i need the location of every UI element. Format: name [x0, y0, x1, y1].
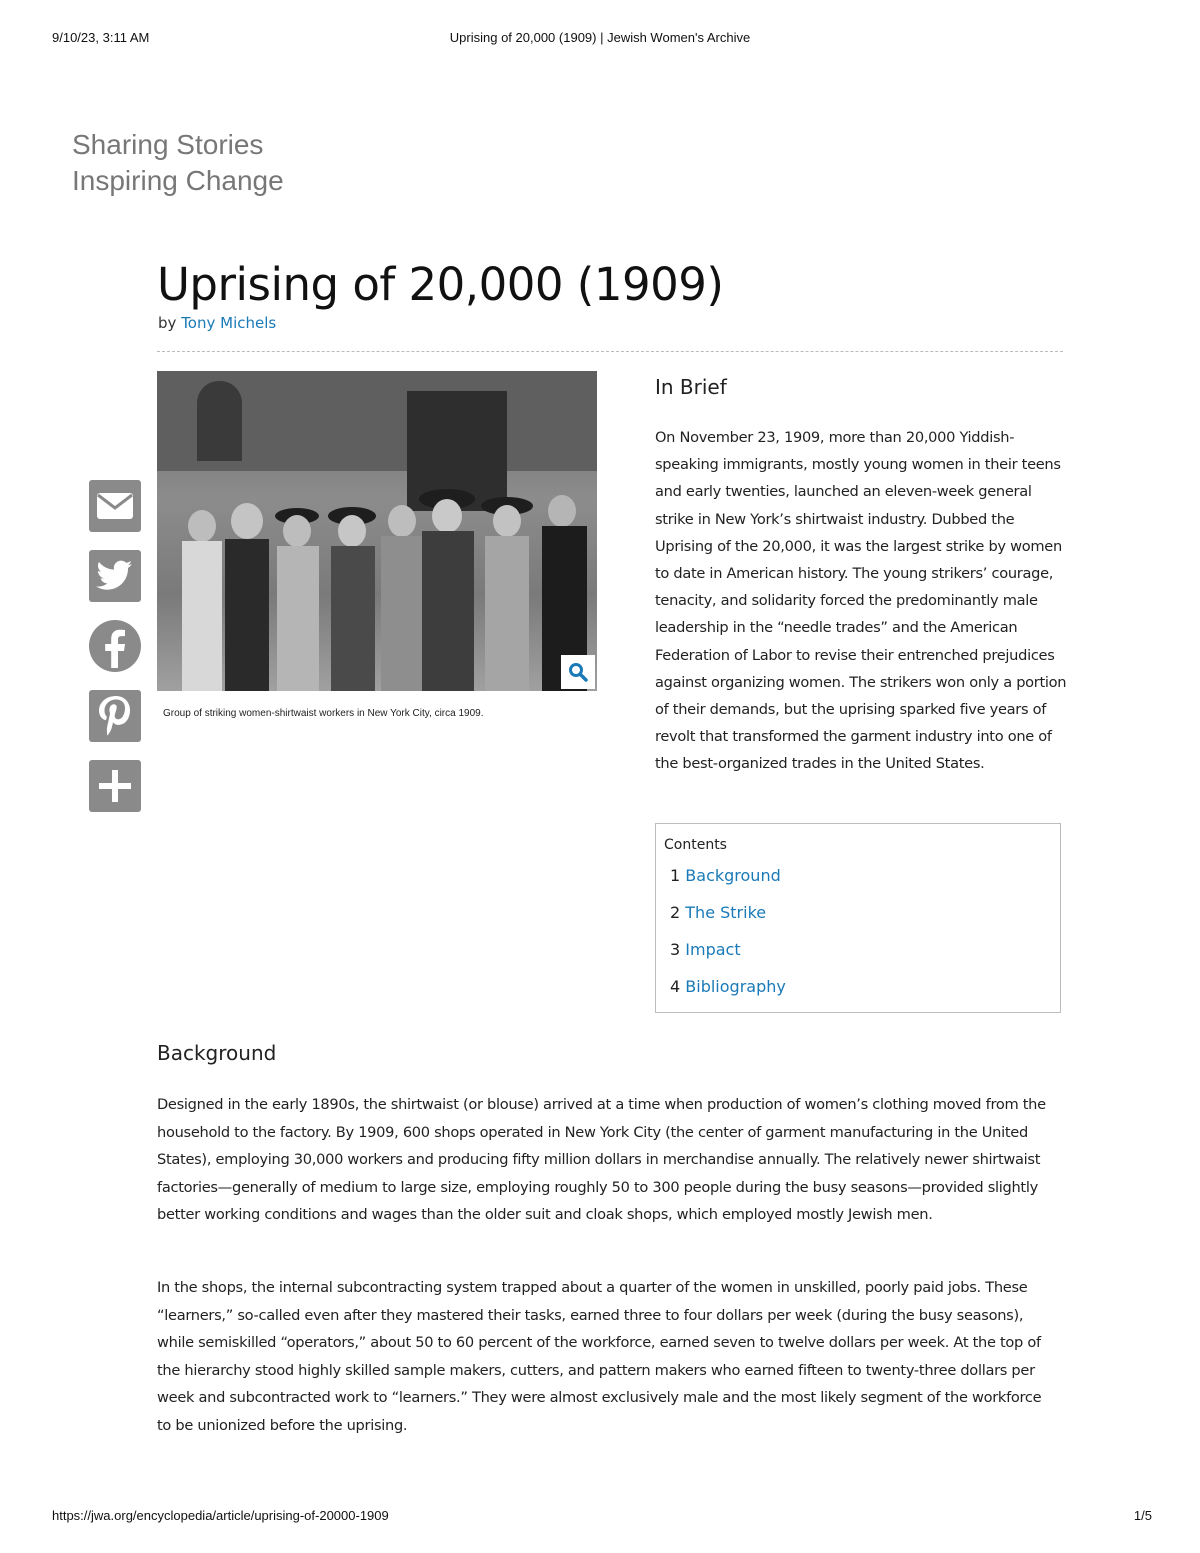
toc-item-the-strike — [670, 903, 766, 922]
toc-item-bibliography — [670, 977, 786, 996]
more-share-button[interactable] — [89, 760, 141, 812]
print-datetime: 9/10/23, 3:11 AM — [52, 30, 150, 45]
photo-crowd — [157, 431, 597, 691]
twitter-icon — [96, 560, 134, 592]
pinterest-share-button[interactable] — [89, 690, 141, 742]
in-brief-heading: In Brief — [655, 375, 727, 399]
title-divider — [157, 351, 1063, 352]
site-tagline[interactable] — [72, 127, 284, 199]
toc-number: 4 — [670, 977, 681, 996]
twitter-share-button[interactable] — [89, 550, 141, 602]
toc-item-background — [670, 866, 781, 885]
toc-link-background[interactable]: Background — [685, 866, 781, 885]
toc-item-impact — [670, 940, 741, 959]
print-url: https://jwa.org/encyclopedia/article/uprising-of-20000-1909 — [52, 1508, 389, 1523]
article-photo[interactable] — [157, 371, 597, 691]
byline — [158, 314, 276, 332]
share-plus-icon — [97, 768, 133, 804]
magnifier-icon — [568, 662, 588, 682]
facebook-icon — [95, 624, 135, 668]
share-bar — [89, 480, 141, 830]
facebook-share-button[interactable] — [89, 620, 141, 672]
photo-caption: Group of striking women-shirtwaist workers in New York City, circa 1909. — [163, 708, 484, 719]
background-paragraph-1: Designed in the early 1890s, the shirtwaist (or blouse) arrived at a time when production of women’s clothing moved from the household to the factory. By 1909, 600 shops operated in New York City (the center of garment manufacturing in the United States), employing 30,000 workers and producing fifty million dollars in merchandise annually. The relatively newer shirtwaist factories—generally of medium to large size, employing roughly 50 to 300 people during the busy seasons—provided slightly better working conditions and wages than the older suit and cloak shops, which employed mostly Jewish men. — [157, 1096, 1046, 1223]
contents-title: Contents — [664, 837, 727, 853]
toc-link-the-strike[interactable]: The Strike — [685, 903, 767, 922]
toc-number: 3 — [670, 940, 681, 959]
print-page-title: Uprising of 20,000 (1909) | Jewish Women's Archive — [449, 30, 751, 45]
email-share-button[interactable] — [89, 480, 141, 532]
toc-link-impact[interactable]: Impact — [685, 940, 741, 959]
tagline-line-1: Sharing Stories — [72, 129, 264, 160]
byline-prefix: by — [158, 314, 177, 332]
page-title: Uprising of 20,000 (1909) — [157, 258, 724, 311]
in-brief-text: On November 23, 1909, more than 20,000 Yiddish-speaking immigrants, mostly young women in their teens and early twenties, launched an eleven-week general strike in New York’s shirtwaist industry. Dubbed the Uprising of the 20,000, it was the largest strike by women to date in American history. The young strikers’ courage, tenacity, and solidarity forced the predominantly male leadership in the “needle trades” and the American Federation of Labor to revise their entrenched prejudices against organizing women. The strikers won only a portion of their demands, but the uprising sparked five years of revolt that transformed the garment industry into one of the best-organized trades in the United States. — [655, 429, 1067, 773]
zoom-image-button[interactable] — [561, 655, 595, 689]
toc-link-bibliography[interactable]: Bibliography — [685, 977, 786, 996]
tagline-line-2: Inspiring Change — [72, 165, 284, 196]
toc-number: 1 — [670, 866, 681, 885]
background-heading: Background — [157, 1041, 277, 1065]
pinterest-icon — [95, 694, 135, 738]
author-link[interactable]: Tony Michels — [181, 314, 277, 332]
background-paragraph-2: In the shops, the internal subcontracting system trapped about a quarter of the women in unskilled, poorly paid jobs. These “learners,” so-called even after they mastered their tasks, earned three to four dollars per week (during the busy seasons), while semiskilled “operators,” about 50 to 60 percent of the workforce, earned seven to twelve dollars per week. At the top of the hierarchy stood highly skilled sample makers, cutters, and pattern makers who earned fifteen to twenty-three dollars per week and subcontracted work to “learners.” They were almost exclusively male and the most likely segment of the workforce to be unionized before the uprising. — [157, 1279, 1042, 1434]
table-of-contents — [655, 823, 1061, 1013]
print-page-number: 1/5 — [1133, 1508, 1152, 1523]
toc-number: 2 — [670, 903, 681, 922]
email-icon — [95, 490, 135, 522]
